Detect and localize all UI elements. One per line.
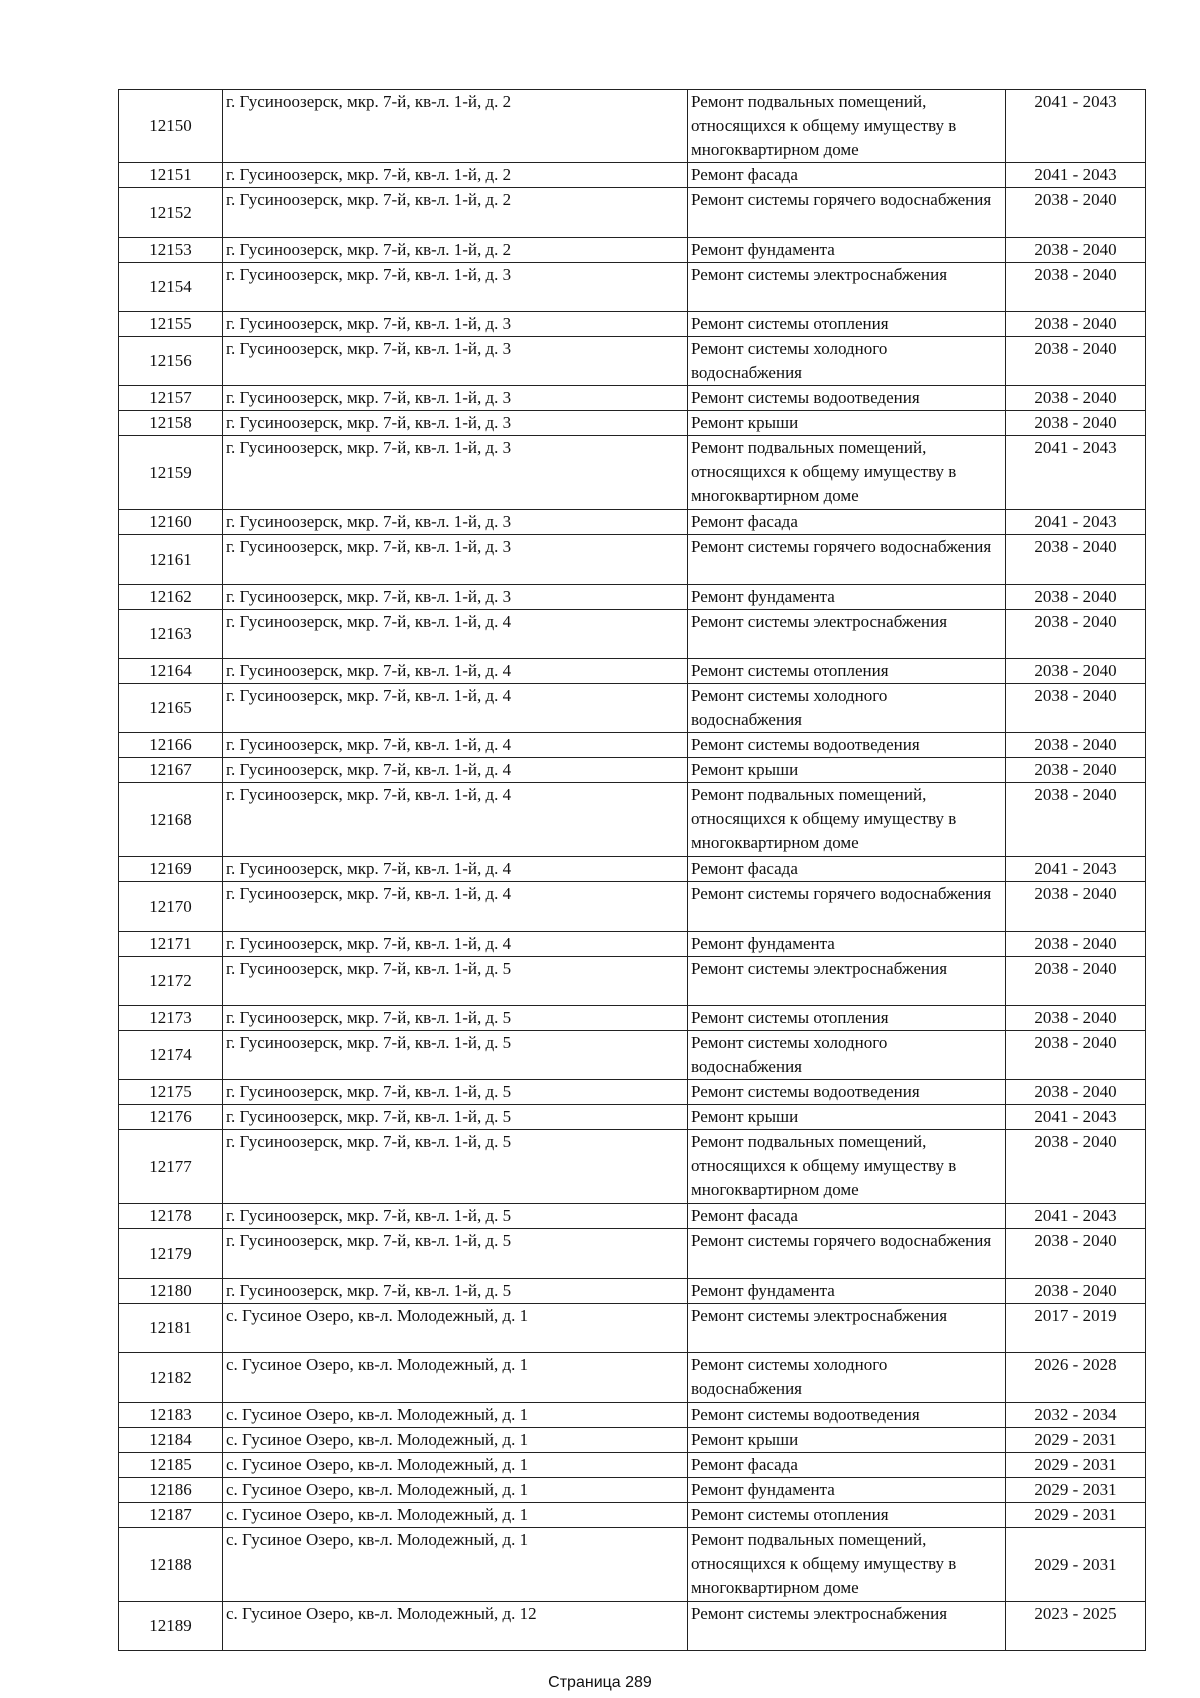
- address-cell: с. Гусиное Озеро, кв-л. Молодежный, д. 1: [223, 1478, 688, 1503]
- table-row: [119, 1602, 1146, 1651]
- row-number-cell: 12159: [119, 436, 223, 510]
- work-type-cell: Ремонт крыши: [688, 411, 1006, 436]
- period-cell: 2038 - 2040: [1006, 1080, 1146, 1105]
- work-type-cell: Ремонт системы горячего водоснабжения: [688, 535, 1006, 585]
- table-row: [119, 1478, 1146, 1503]
- work-type-cell: Ремонт подвальных помещений, относящихся к общему имуществу в многоквартирном доме: [688, 436, 1006, 510]
- table-row: [119, 263, 1146, 312]
- period-cell: 2038 - 2040: [1006, 312, 1146, 337]
- address-cell: с. Гусиное Озеро, кв-л. Молодежный, д. 1: [223, 1353, 688, 1403]
- period-cell: 2041 - 2043: [1006, 510, 1146, 535]
- address-cell: г. Гусиноозерск, мкр. 7-й, кв-л. 1-й, д. 3: [223, 436, 688, 510]
- period-cell: 2038 - 2040: [1006, 783, 1146, 857]
- period-cell: 2029 - 2031: [1006, 1503, 1146, 1528]
- table-row: [119, 733, 1146, 758]
- row-number-cell: 12176: [119, 1105, 223, 1130]
- row-number-cell: 12172: [119, 957, 223, 1006]
- period-cell: 2038 - 2040: [1006, 1229, 1146, 1279]
- row-number-cell: 12152: [119, 188, 223, 238]
- address-cell: г. Гусиноозерск, мкр. 7-й, кв-л. 1-й, д. 5: [223, 1105, 688, 1130]
- row-number-cell: 12165: [119, 684, 223, 733]
- table-row: [119, 1080, 1146, 1105]
- period-cell: 2038 - 2040: [1006, 882, 1146, 932]
- period-cell: 2026 - 2028: [1006, 1353, 1146, 1403]
- table-body: [119, 90, 1146, 1651]
- work-type-cell: Ремонт крыши: [688, 1428, 1006, 1453]
- row-number-cell: 12185: [119, 1453, 223, 1478]
- work-type-cell: Ремонт фасада: [688, 163, 1006, 188]
- address-cell: г. Гусиноозерск, мкр. 7-й, кв-л. 1-й, д. 5: [223, 1229, 688, 1279]
- row-number-cell: 12153: [119, 238, 223, 263]
- table-row: [119, 1204, 1146, 1229]
- address-cell: г. Гусиноозерск, мкр. 7-й, кв-л. 1-й, д. 3: [223, 585, 688, 610]
- address-cell: г. Гусиноозерск, мкр. 7-й, кв-л. 1-й, д. 4: [223, 783, 688, 857]
- table-row: [119, 1428, 1146, 1453]
- period-cell: 2038 - 2040: [1006, 1279, 1146, 1304]
- table-row: [119, 386, 1146, 411]
- address-cell: г. Гусиноозерск, мкр. 7-й, кв-л. 1-й, д. 4: [223, 659, 688, 684]
- table-row: [119, 1353, 1146, 1403]
- address-cell: г. Гусиноозерск, мкр. 7-й, кв-л. 1-й, д. 2: [223, 163, 688, 188]
- period-cell: 2038 - 2040: [1006, 337, 1146, 386]
- row-number-cell: 12171: [119, 932, 223, 957]
- address-cell: г. Гусиноозерск, мкр. 7-й, кв-л. 1-й, д. 2: [223, 238, 688, 263]
- address-cell: г. Гусиноозерск, мкр. 7-й, кв-л. 1-й, д. 3: [223, 386, 688, 411]
- period-cell: 2041 - 2043: [1006, 436, 1146, 510]
- row-number-cell: 12155: [119, 312, 223, 337]
- address-cell: г. Гусиноозерск, мкр. 7-й, кв-л. 1-й, д. 5: [223, 1080, 688, 1105]
- address-cell: с. Гусиное Озеро, кв-л. Молодежный, д. 1: [223, 1428, 688, 1453]
- work-type-cell: Ремонт фундамента: [688, 1478, 1006, 1503]
- row-number-cell: 12168: [119, 783, 223, 857]
- row-number-cell: 12189: [119, 1602, 223, 1651]
- work-type-cell: Ремонт системы водоотведения: [688, 1080, 1006, 1105]
- row-number-cell: 12179: [119, 1229, 223, 1279]
- work-type-cell: Ремонт системы холодного водоснабжения: [688, 337, 1006, 386]
- work-type-cell: Ремонт системы горячего водоснабжения: [688, 188, 1006, 238]
- row-number-cell: 12184: [119, 1428, 223, 1453]
- work-type-cell: Ремонт фундамента: [688, 238, 1006, 263]
- row-number-cell: 12162: [119, 585, 223, 610]
- table-row: [119, 783, 1146, 857]
- period-cell: 2041 - 2043: [1006, 1105, 1146, 1130]
- address-cell: г. Гусиноозерск, мкр. 7-й, кв-л. 1-й, д. 5: [223, 1279, 688, 1304]
- row-number-cell: 12169: [119, 857, 223, 882]
- table-row: [119, 1229, 1146, 1279]
- address-cell: г. Гусиноозерск, мкр. 7-й, кв-л. 1-й, д. 4: [223, 684, 688, 733]
- work-type-cell: Ремонт системы горячего водоснабжения: [688, 882, 1006, 932]
- work-type-cell: Ремонт системы отопления: [688, 659, 1006, 684]
- table-row: [119, 1105, 1146, 1130]
- table-row: [119, 610, 1146, 659]
- work-type-cell: Ремонт системы водоотведения: [688, 733, 1006, 758]
- row-number-cell: 12175: [119, 1080, 223, 1105]
- address-cell: с. Гусиное Озеро, кв-л. Молодежный, д. 1: [223, 1453, 688, 1478]
- address-cell: г. Гусиноозерск, мкр. 7-й, кв-л. 1-й, д. 3: [223, 312, 688, 337]
- period-cell: 2038 - 2040: [1006, 610, 1146, 659]
- address-cell: г. Гусиноозерск, мкр. 7-й, кв-л. 1-й, д. 5: [223, 957, 688, 1006]
- row-number-cell: 12186: [119, 1478, 223, 1503]
- address-cell: г. Гусиноозерск, мкр. 7-й, кв-л. 1-й, д. 2: [223, 90, 688, 163]
- address-cell: г. Гусиноозерск, мкр. 7-й, кв-л. 1-й, д. 4: [223, 882, 688, 932]
- table-row: [119, 1006, 1146, 1031]
- address-cell: с. Гусиное Озеро, кв-л. Молодежный, д. 1: [223, 1403, 688, 1428]
- address-cell: г. Гусиноозерск, мкр. 7-й, кв-л. 1-й, д. 5: [223, 1031, 688, 1080]
- period-cell: 2038 - 2040: [1006, 1006, 1146, 1031]
- period-cell: 2038 - 2040: [1006, 758, 1146, 783]
- work-type-cell: Ремонт фасада: [688, 1453, 1006, 1478]
- period-cell: 2038 - 2040: [1006, 733, 1146, 758]
- period-cell: 2029 - 2031: [1006, 1528, 1146, 1602]
- table-row: [119, 882, 1146, 932]
- work-type-cell: Ремонт подвальных помещений, относящихся к общему имуществу в многоквартирном доме: [688, 1528, 1006, 1602]
- table-row: [119, 238, 1146, 263]
- period-cell: 2029 - 2031: [1006, 1478, 1146, 1503]
- address-cell: г. Гусиноозерск, мкр. 7-й, кв-л. 1-й, д. 3: [223, 337, 688, 386]
- period-cell: 2029 - 2031: [1006, 1453, 1146, 1478]
- work-type-cell: Ремонт системы отопления: [688, 312, 1006, 337]
- period-cell: 2038 - 2040: [1006, 1031, 1146, 1080]
- row-number-cell: 12182: [119, 1353, 223, 1403]
- table-row: [119, 1528, 1146, 1602]
- row-number-cell: 12173: [119, 1006, 223, 1031]
- address-cell: г. Гусиноозерск, мкр. 7-й, кв-л. 1-й, д. 3: [223, 263, 688, 312]
- row-number-cell: 12174: [119, 1031, 223, 1080]
- address-cell: г. Гусиноозерск, мкр. 7-й, кв-л. 1-й, д. 2: [223, 188, 688, 238]
- table-row: [119, 436, 1146, 510]
- work-type-cell: Ремонт системы водоотведения: [688, 1403, 1006, 1428]
- address-cell: г. Гусиноозерск, мкр. 7-й, кв-л. 1-й, д. 5: [223, 1204, 688, 1229]
- table-row: [119, 1453, 1146, 1478]
- table-row: [119, 163, 1146, 188]
- address-cell: г. Гусиноозерск, мкр. 7-й, кв-л. 1-й, д. 5: [223, 1130, 688, 1204]
- address-cell: г. Гусиноозерск, мкр. 7-й, кв-л. 1-й, д. 4: [223, 758, 688, 783]
- row-number-cell: 12161: [119, 535, 223, 585]
- address-cell: с. Гусиное Озеро, кв-л. Молодежный, д. 1: [223, 1304, 688, 1353]
- row-number-cell: 12156: [119, 337, 223, 386]
- work-type-cell: Ремонт системы горячего водоснабжения: [688, 1229, 1006, 1279]
- address-cell: г. Гусиноозерск, мкр. 7-й, кв-л. 1-й, д. 4: [223, 610, 688, 659]
- period-cell: 2038 - 2040: [1006, 684, 1146, 733]
- work-type-cell: Ремонт системы отопления: [688, 1503, 1006, 1528]
- work-type-cell: Ремонт системы электроснабжения: [688, 1304, 1006, 1353]
- table-row: [119, 535, 1146, 585]
- row-number-cell: 12160: [119, 510, 223, 535]
- address-cell: г. Гусиноозерск, мкр. 7-й, кв-л. 1-й, д. 4: [223, 733, 688, 758]
- period-cell: 2038 - 2040: [1006, 188, 1146, 238]
- row-number-cell: 12158: [119, 411, 223, 436]
- period-cell: 2038 - 2040: [1006, 932, 1146, 957]
- table-row: [119, 90, 1146, 163]
- work-type-cell: Ремонт фасада: [688, 510, 1006, 535]
- period-cell: 2023 - 2025: [1006, 1602, 1146, 1651]
- table-row: [119, 1304, 1146, 1353]
- address-cell: г. Гусиноозерск, мкр. 7-й, кв-л. 1-й, д. 4: [223, 857, 688, 882]
- row-number-cell: 12170: [119, 882, 223, 932]
- work-type-cell: Ремонт подвальных помещений, относящихся к общему имуществу в многоквартирном доме: [688, 90, 1006, 163]
- table-row: [119, 1130, 1146, 1204]
- work-type-cell: Ремонт подвальных помещений, относящихся к общему имуществу в многоквартирном доме: [688, 1130, 1006, 1204]
- work-type-cell: Ремонт системы электроснабжения: [688, 610, 1006, 659]
- period-cell: 2032 - 2034: [1006, 1403, 1146, 1428]
- table-row: [119, 684, 1146, 733]
- work-type-cell: Ремонт системы холодного водоснабжения: [688, 1031, 1006, 1080]
- period-cell: 2038 - 2040: [1006, 1130, 1146, 1204]
- period-cell: 2041 - 2043: [1006, 163, 1146, 188]
- row-number-cell: 12187: [119, 1503, 223, 1528]
- table-row: [119, 585, 1146, 610]
- work-type-cell: Ремонт фасада: [688, 857, 1006, 882]
- row-number-cell: 12178: [119, 1204, 223, 1229]
- address-cell: г. Гусиноозерск, мкр. 7-й, кв-л. 1-й, д. 4: [223, 932, 688, 957]
- work-type-cell: Ремонт системы отопления: [688, 1006, 1006, 1031]
- row-number-cell: 12157: [119, 386, 223, 411]
- table-row: [119, 337, 1146, 386]
- capital-repair-table: [118, 89, 1146, 1651]
- table-row: [119, 1503, 1146, 1528]
- work-type-cell: Ремонт системы электроснабжения: [688, 957, 1006, 1006]
- period-cell: 2017 - 2019: [1006, 1304, 1146, 1353]
- work-type-cell: Ремонт системы холодного водоснабжения: [688, 1353, 1006, 1403]
- table-row: [119, 957, 1146, 1006]
- address-cell: г. Гусиноозерск, мкр. 7-й, кв-л. 1-й, д. 3: [223, 510, 688, 535]
- period-cell: 2041 - 2043: [1006, 857, 1146, 882]
- address-cell: с. Гусиное Озеро, кв-л. Молодежный, д. 12: [223, 1602, 688, 1651]
- period-cell: 2038 - 2040: [1006, 535, 1146, 585]
- work-type-cell: Ремонт фундамента: [688, 1279, 1006, 1304]
- row-number-cell: 12181: [119, 1304, 223, 1353]
- row-number-cell: 12164: [119, 659, 223, 684]
- row-number-cell: 12150: [119, 90, 223, 163]
- table-row: [119, 411, 1146, 436]
- row-number-cell: 12188: [119, 1528, 223, 1602]
- table-row: [119, 932, 1146, 957]
- row-number-cell: 12167: [119, 758, 223, 783]
- row-number-cell: 12151: [119, 163, 223, 188]
- row-number-cell: 12177: [119, 1130, 223, 1204]
- period-cell: 2038 - 2040: [1006, 957, 1146, 1006]
- work-type-cell: Ремонт фундамента: [688, 932, 1006, 957]
- address-cell: г. Гусиноозерск, мкр. 7-й, кв-л. 1-й, д. 5: [223, 1006, 688, 1031]
- address-cell: с. Гусиное Озеро, кв-л. Молодежный, д. 1: [223, 1528, 688, 1602]
- table-row: [119, 1031, 1146, 1080]
- work-type-cell: Ремонт крыши: [688, 758, 1006, 783]
- period-cell: 2038 - 2040: [1006, 238, 1146, 263]
- table-row: [119, 758, 1146, 783]
- work-type-cell: Ремонт фундамента: [688, 585, 1006, 610]
- table-row: [119, 1279, 1146, 1304]
- period-cell: 2038 - 2040: [1006, 585, 1146, 610]
- address-cell: г. Гусиноозерск, мкр. 7-й, кв-л. 1-й, д. 3: [223, 411, 688, 436]
- period-cell: 2041 - 2043: [1006, 90, 1146, 163]
- work-type-cell: Ремонт крыши: [688, 1105, 1006, 1130]
- period-cell: 2038 - 2040: [1006, 263, 1146, 312]
- row-number-cell: 12154: [119, 263, 223, 312]
- row-number-cell: 12166: [119, 733, 223, 758]
- period-cell: 2038 - 2040: [1006, 386, 1146, 411]
- address-cell: г. Гусиноозерск, мкр. 7-й, кв-л. 1-й, д. 3: [223, 535, 688, 585]
- row-number-cell: 12163: [119, 610, 223, 659]
- work-type-cell: Ремонт системы электроснабжения: [688, 1602, 1006, 1651]
- table-row: [119, 659, 1146, 684]
- table-row: [119, 312, 1146, 337]
- period-cell: 2041 - 2043: [1006, 1204, 1146, 1229]
- work-type-cell: Ремонт системы холодного водоснабжения: [688, 684, 1006, 733]
- period-cell: 2029 - 2031: [1006, 1428, 1146, 1453]
- work-type-cell: Ремонт системы электроснабжения: [688, 263, 1006, 312]
- period-cell: 2038 - 2040: [1006, 659, 1146, 684]
- address-cell: с. Гусиное Озеро, кв-л. Молодежный, д. 1: [223, 1503, 688, 1528]
- table-row: [119, 510, 1146, 535]
- work-type-cell: Ремонт подвальных помещений, относящихся к общему имуществу в многоквартирном доме: [688, 783, 1006, 857]
- table-row: [119, 188, 1146, 238]
- table-row: [119, 857, 1146, 882]
- work-type-cell: Ремонт системы водоотведения: [688, 386, 1006, 411]
- page-number: Страница 289: [548, 1674, 652, 1691]
- row-number-cell: 12183: [119, 1403, 223, 1428]
- work-type-cell: Ремонт фасада: [688, 1204, 1006, 1229]
- period-cell: 2038 - 2040: [1006, 411, 1146, 436]
- row-number-cell: 12180: [119, 1279, 223, 1304]
- table-row: [119, 1403, 1146, 1428]
